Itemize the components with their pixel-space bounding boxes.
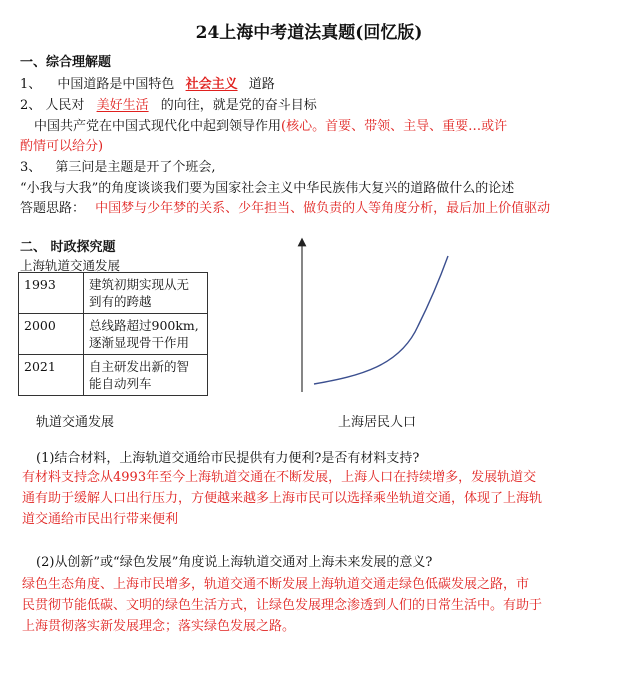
table-cell-desc: 建筑初期实现从无 到有的跨越 (84, 273, 208, 314)
q2-prefix: 人民对 (45, 98, 85, 113)
table-cell-year: 1993 (19, 273, 84, 314)
question-2 (20, 94, 317, 113)
question-1 (20, 73, 275, 92)
q1-answer: 社会主义 (185, 77, 238, 92)
q2-answer: 美好生活 (96, 98, 149, 113)
s2-answer-2: 绿色生态角度、上海市民增多，轨道交通不断发展上海轨道交通走绿色低碳发展之路，市 民贯彻节能低碳、文明的绿色生活方式，让绿色发展理念渗透到人们的日常生活中。有助于 上海贯彻落实新发展理念；落实绿色发展之路。 (22, 577, 543, 634)
q3-line2: “小我与大我”的角度谈谈我们要为国家社会主义中华民族伟大复兴的道路做什么的论述 (20, 181, 515, 196)
table-cell-year: 2021 (19, 355, 84, 396)
table-cell-desc: 自主研发出新的智 能自动列车 (84, 355, 208, 396)
q3-hint (20, 197, 550, 216)
caption-rail-development: 轨道交通发展 (36, 415, 115, 430)
page-title: 24上海中考道法真题(回忆版) (195, 23, 423, 43)
population-graph (290, 236, 470, 396)
q2-line2-answer: (核心。首要、带领、主导、重要…或许 (281, 119, 508, 134)
q2-line2-text: 中国共产党在中国式现代化中起到领导作用 (34, 119, 282, 134)
section2-heading: 二、 时政探究题 (20, 240, 116, 255)
caption-population: 上海居民人口 (338, 415, 417, 430)
s2-question-2: (2)从创新”或“绿色发展”角度说上海轨道交通对上海未来发展的意义? (36, 555, 433, 570)
q1-suffix: 道路 (248, 77, 275, 92)
table-row (19, 314, 208, 355)
q1-number: 1、 (20, 77, 42, 92)
table-cell-desc: 总线路超过900km, 逐渐显现骨干作用 (84, 314, 208, 355)
q3-text: 第三问是主题是开了个班会, (55, 160, 216, 175)
q1-prefix: 中国道路是中国特色 (57, 77, 175, 92)
q3-number: 3、 (20, 160, 42, 175)
q3-hint-label: 答题思路： (20, 201, 86, 216)
q2-line3-answer: 酌情可以给分) (20, 139, 104, 154)
q3-hint-answer: 中国梦与少年梦的关系、少年担当、做负责的人等角度分析，最后加上价值驱动 (95, 201, 551, 216)
q2-suffix: 的向往，就是党的奋斗目标 (160, 98, 317, 113)
timeline-table (18, 272, 208, 396)
table-cell-year: 2000 (19, 314, 84, 355)
s2-question-1: (1)结合材料，上海轨道交通给市民提供有力便利?是否有材料支持? (36, 451, 420, 466)
table-row (19, 273, 208, 314)
population-curve (314, 256, 448, 384)
q2-line2 (34, 115, 507, 134)
table-row (19, 355, 208, 396)
s2-answer-1: 有材料支持念从4993年至今上海轨道交通在不断发展，上海人口在持续增多，发展轨道交 通有助于缓解人口出行压力，方便越来越多上海市民可以选择乘坐轨道交通，体现了上海轨 道交通给市民出行带来便利 (22, 470, 543, 527)
q2-number: 2、 (20, 98, 42, 113)
question-3 (20, 156, 216, 175)
table-title: 上海轨道交通发展 (20, 258, 121, 273)
section1-heading: 一、综合理解题 (20, 55, 112, 70)
